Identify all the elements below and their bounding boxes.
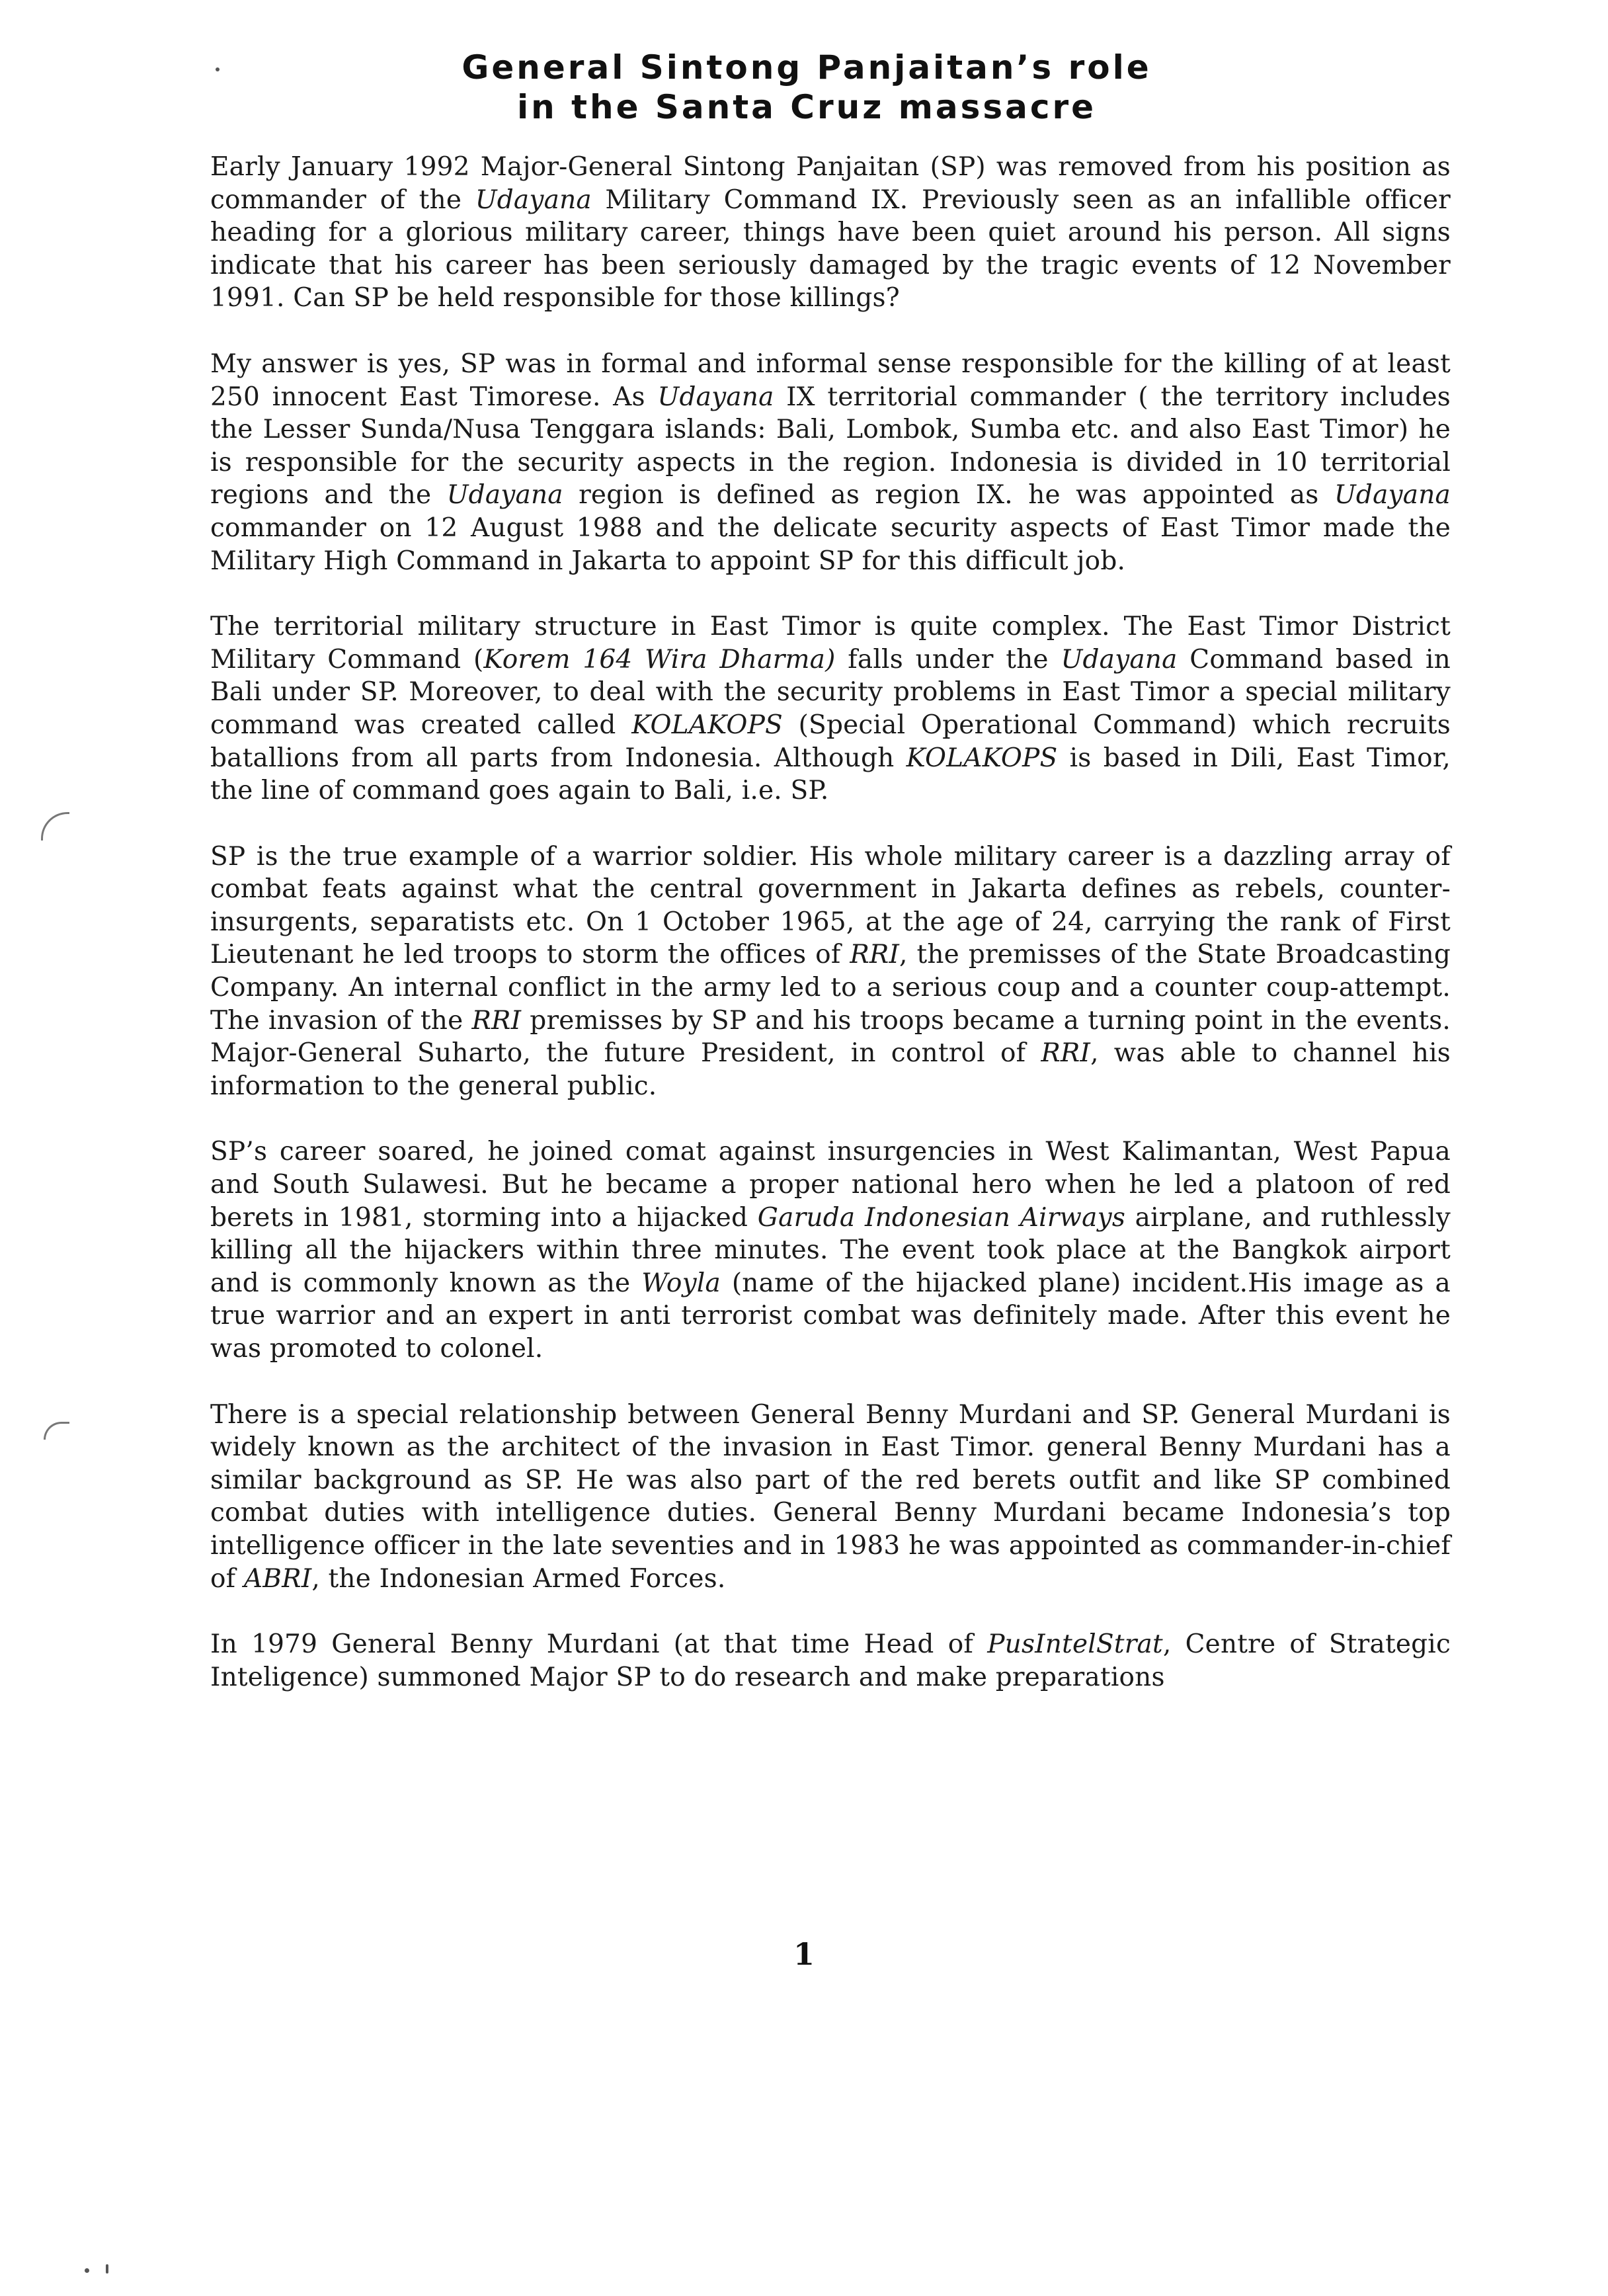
scan-mark <box>41 812 69 840</box>
body-text <box>210 151 1451 1727</box>
text-run: SP’s career soared, he joined comat against insurgencies in West Kalimantan, West Papua and South Sulawesi. But he became a proper national hero when he led a platoon of red berets in 1981, storming into a hijacked <box>210 1137 1451 1233</box>
text-run: falls under the <box>835 644 1061 675</box>
italic-term: Garuda Indonesian Airways <box>757 1202 1126 1233</box>
text-run: In 1979 General Benny Murdani (at that time Head of <box>210 1629 988 1660</box>
page-number: 1 <box>793 1936 815 1972</box>
text-run: region is defined as region IX. he was appointed as <box>563 480 1334 511</box>
text-run: , the Indonesian Armed Forces. <box>311 1563 726 1594</box>
italic-term: RRI <box>1041 1038 1091 1069</box>
title-line-1: General Sintong Panjaitan’s role <box>462 48 1152 87</box>
italic-term: KOLAKOPS <box>631 710 783 740</box>
document-title <box>212 48 1402 127</box>
text-run: , was able to channel his information to the general public. <box>210 1038 1451 1101</box>
italic-term: Udayana <box>1061 644 1178 675</box>
italic-term: Udayana <box>1334 480 1451 511</box>
italic-term: Udayana <box>657 382 774 412</box>
text-run: is based in Dili, East Timor, the line of command goes again to Bali, i.e. SP. <box>210 743 1451 806</box>
text-run: The territorial military structure in East Timor is quite complex. The East Timor District Military Command ( <box>210 612 1451 675</box>
text-run: Early January 1992 Major-General Sintong Panjaitan (SP) was removed from his position as commander of the <box>210 152 1451 215</box>
italic-term: RRI <box>471 1005 522 1036</box>
text-run: Command based in Bali under SP. Moreover, to deal with the security problems in East Timor a special military command was created called <box>210 644 1451 740</box>
scan-speck <box>106 2264 108 2274</box>
italic-term: Korem 164 Wira Dharma) <box>483 644 836 675</box>
paragraph <box>210 151 1451 315</box>
paragraph <box>210 840 1451 1103</box>
text-run: , the premisses of the State Broadcasting Company. An internal conflict in the army led to a serious coup and a counter coup-attempt. The invasion of the <box>210 940 1451 1036</box>
text-run: IX territorial commander ( the territory includes the Lesser Sunda/Nusa Tenggara islands: Bali, Lombok, Sumba etc. and also East Timor) he is responsible for the security aspects in the region. Indonesia is divided in 10 territorial regions and the <box>210 382 1451 511</box>
title-line-2: in the Santa Cruz massacre <box>516 88 1097 126</box>
text-run: premisses by SP and his troops became a turning point in the events. Major-General Suharto, the future President, in control of <box>210 1005 1451 1069</box>
italic-term: RRI <box>850 940 900 970</box>
text-run: commander on 12 August 1988 and the delicate security aspects of East Timor made the Military High Command in Jakarta to appoint SP for this difficult job. <box>210 512 1451 576</box>
paragraph <box>210 1135 1451 1365</box>
scan-speck <box>216 67 220 71</box>
text-run: SP is the true example of a warrior soldier. His whole military career is a dazzling array of combat feats against what the central government in Jakarta defines as rebels, counter-insurgents, separatists etc. On 1 October 1965, at the age of 24, carrying the rank of First Lieutenant he led troops to storm the offices of <box>210 841 1451 970</box>
italic-term: ABRI <box>243 1563 312 1594</box>
scan-mark <box>44 1422 69 1440</box>
text-run: airplane, and ruthlessly killing all the hijackers within three minutes. The event took place at the Bangkok airport and is commonly known as the <box>210 1202 1451 1298</box>
italic-term: KOLAKOPS <box>906 743 1058 773</box>
text-run: Military Command IX. Previously seen as an infallible officer heading for a glorious military career, things have been quiet around his person. All signs indicate that his career has been seriously damaged by the tragic events of 12 November 1991. Can SP be held responsible for those killings? <box>210 184 1451 313</box>
text-run: There is a special relationship between General Benny Murdani and SP. General Murdani is widely known as the architect of the invasion in East Timor. general Benny Murdani has a similar background as SP. He was also part of the red berets outfit and like SP combined combat duties with intelligence duties. General Benny Murdani became Indonesia’s top intelligence officer in the late seventies and in 1983 he was appointed as commander-in-chief of <box>210 1399 1451 1594</box>
italic-term: Udayana <box>446 480 563 511</box>
paragraph <box>210 610 1451 807</box>
paragraph <box>210 1628 1451 1694</box>
italic-term: PusIntelStrat <box>987 1629 1163 1660</box>
paragraph <box>210 1399 1451 1596</box>
italic-term: Udayana <box>475 184 592 215</box>
scan-speck <box>85 2268 89 2273</box>
text-run: (Special Operational Command) which recruits batallions from all parts from Indonesia. Although <box>210 710 1451 773</box>
paragraph <box>210 348 1451 577</box>
text-run: My answer is yes, SP was in formal and informal sense responsible for the killing of at least 250 innocent East Timorese. As <box>210 348 1451 412</box>
italic-term: Woyla <box>641 1268 721 1298</box>
text-run: , Centre of Strategic Inteligence) summoned Major SP to do research and make preparations <box>210 1629 1451 1692</box>
text-run: (name of the hijacked plane) incident.His image as a true warrior and an expert in anti terrorist combat was definitely made. After this event he was promoted to colonel. <box>210 1268 1451 1364</box>
